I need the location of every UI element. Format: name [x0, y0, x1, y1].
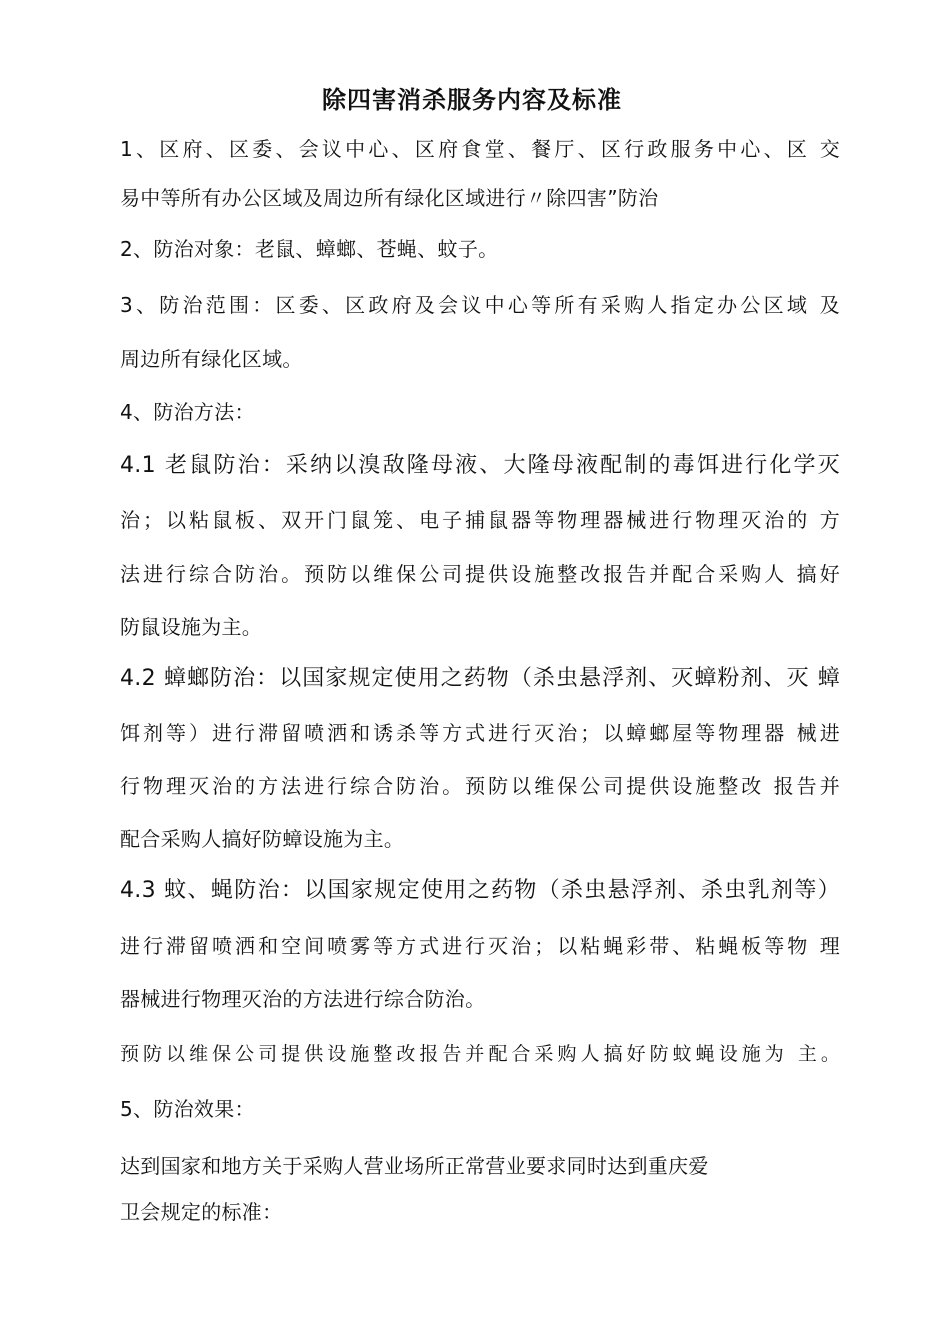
- paragraph-line: 4.2 蟑螂防治：以国家规定使用之药物（杀虫悬浮剂、灭蟑粉剂、灭 蟑: [120, 666, 840, 691]
- paragraph-line: 器械进行物理灭治的方法进行综合防治。: [120, 987, 486, 1011]
- paragraph-line: 1、区府、区委、会议中心、区府食堂、餐厅、区行政服务中心、区 交: [120, 137, 840, 161]
- paragraph-line: 3、防治范围：区委、区政府及会议中心等所有采购人指定办公区域 及: [120, 293, 840, 317]
- paragraph-line: 4、防治方法：: [120, 400, 255, 424]
- paragraph-line: 4.1 老鼠防治：采纳以溴敌隆母液、大隆母液配制的毒饵进行化学灭: [120, 453, 840, 478]
- paragraph-line: 4.3 蚊、蝇防治：以国家规定使用之药物（杀虫悬浮剂、杀虫乳剂等）: [120, 878, 840, 903]
- paragraph-line: 配合采购人搞好防蟑设施为主。: [120, 827, 405, 851]
- paragraph-line: 易中等所有办公区域及周边所有绿化区域进行〃除四害”防治: [120, 186, 659, 210]
- paragraph-line: 预防以维保公司提供设施整改报告并配合采购人搞好防蚊蝇设施为 主。: [120, 1043, 840, 1065]
- paragraph-line: 治；以粘鼠板、双开门鼠笼、电子捕鼠器等物理器械进行物理灭治的 方: [120, 508, 840, 532]
- paragraph-line: 周边所有绿化区域。: [120, 347, 303, 371]
- document-title: 除四害消杀服务内容及标准: [322, 86, 622, 114]
- paragraph-line: 进行滞留喷洒和空间喷雾等方式进行灭治；以粘蝇彩带、粘蝇板等物 理: [120, 934, 840, 958]
- paragraph-line: 饵剂等）进行滞留喷洒和诱杀等方式进行灭治；以蟑螂屋等物理器 械进: [120, 721, 840, 745]
- paragraph-line: 行物理灭治的方法进行综合防治。预防以维保公司提供设施整改 报告并: [120, 774, 840, 798]
- paragraph-line: 卫会规定的标准：: [120, 1200, 283, 1224]
- paragraph-line: 5、防治效果：: [120, 1097, 255, 1121]
- paragraph-line: 法进行综合防治。预防以维保公司提供设施整改报告并配合采购人 搞好: [120, 562, 840, 586]
- paragraph-line: 防鼠设施为主。: [120, 615, 263, 639]
- paragraph-line: 2、防治对象：老鼠、蟑螂、苍蝇、蚊子。: [120, 237, 499, 261]
- paragraph-line: 达到国家和地方关于采购人营业场所正常营业要求同时达到重庆爱: [120, 1154, 709, 1178]
